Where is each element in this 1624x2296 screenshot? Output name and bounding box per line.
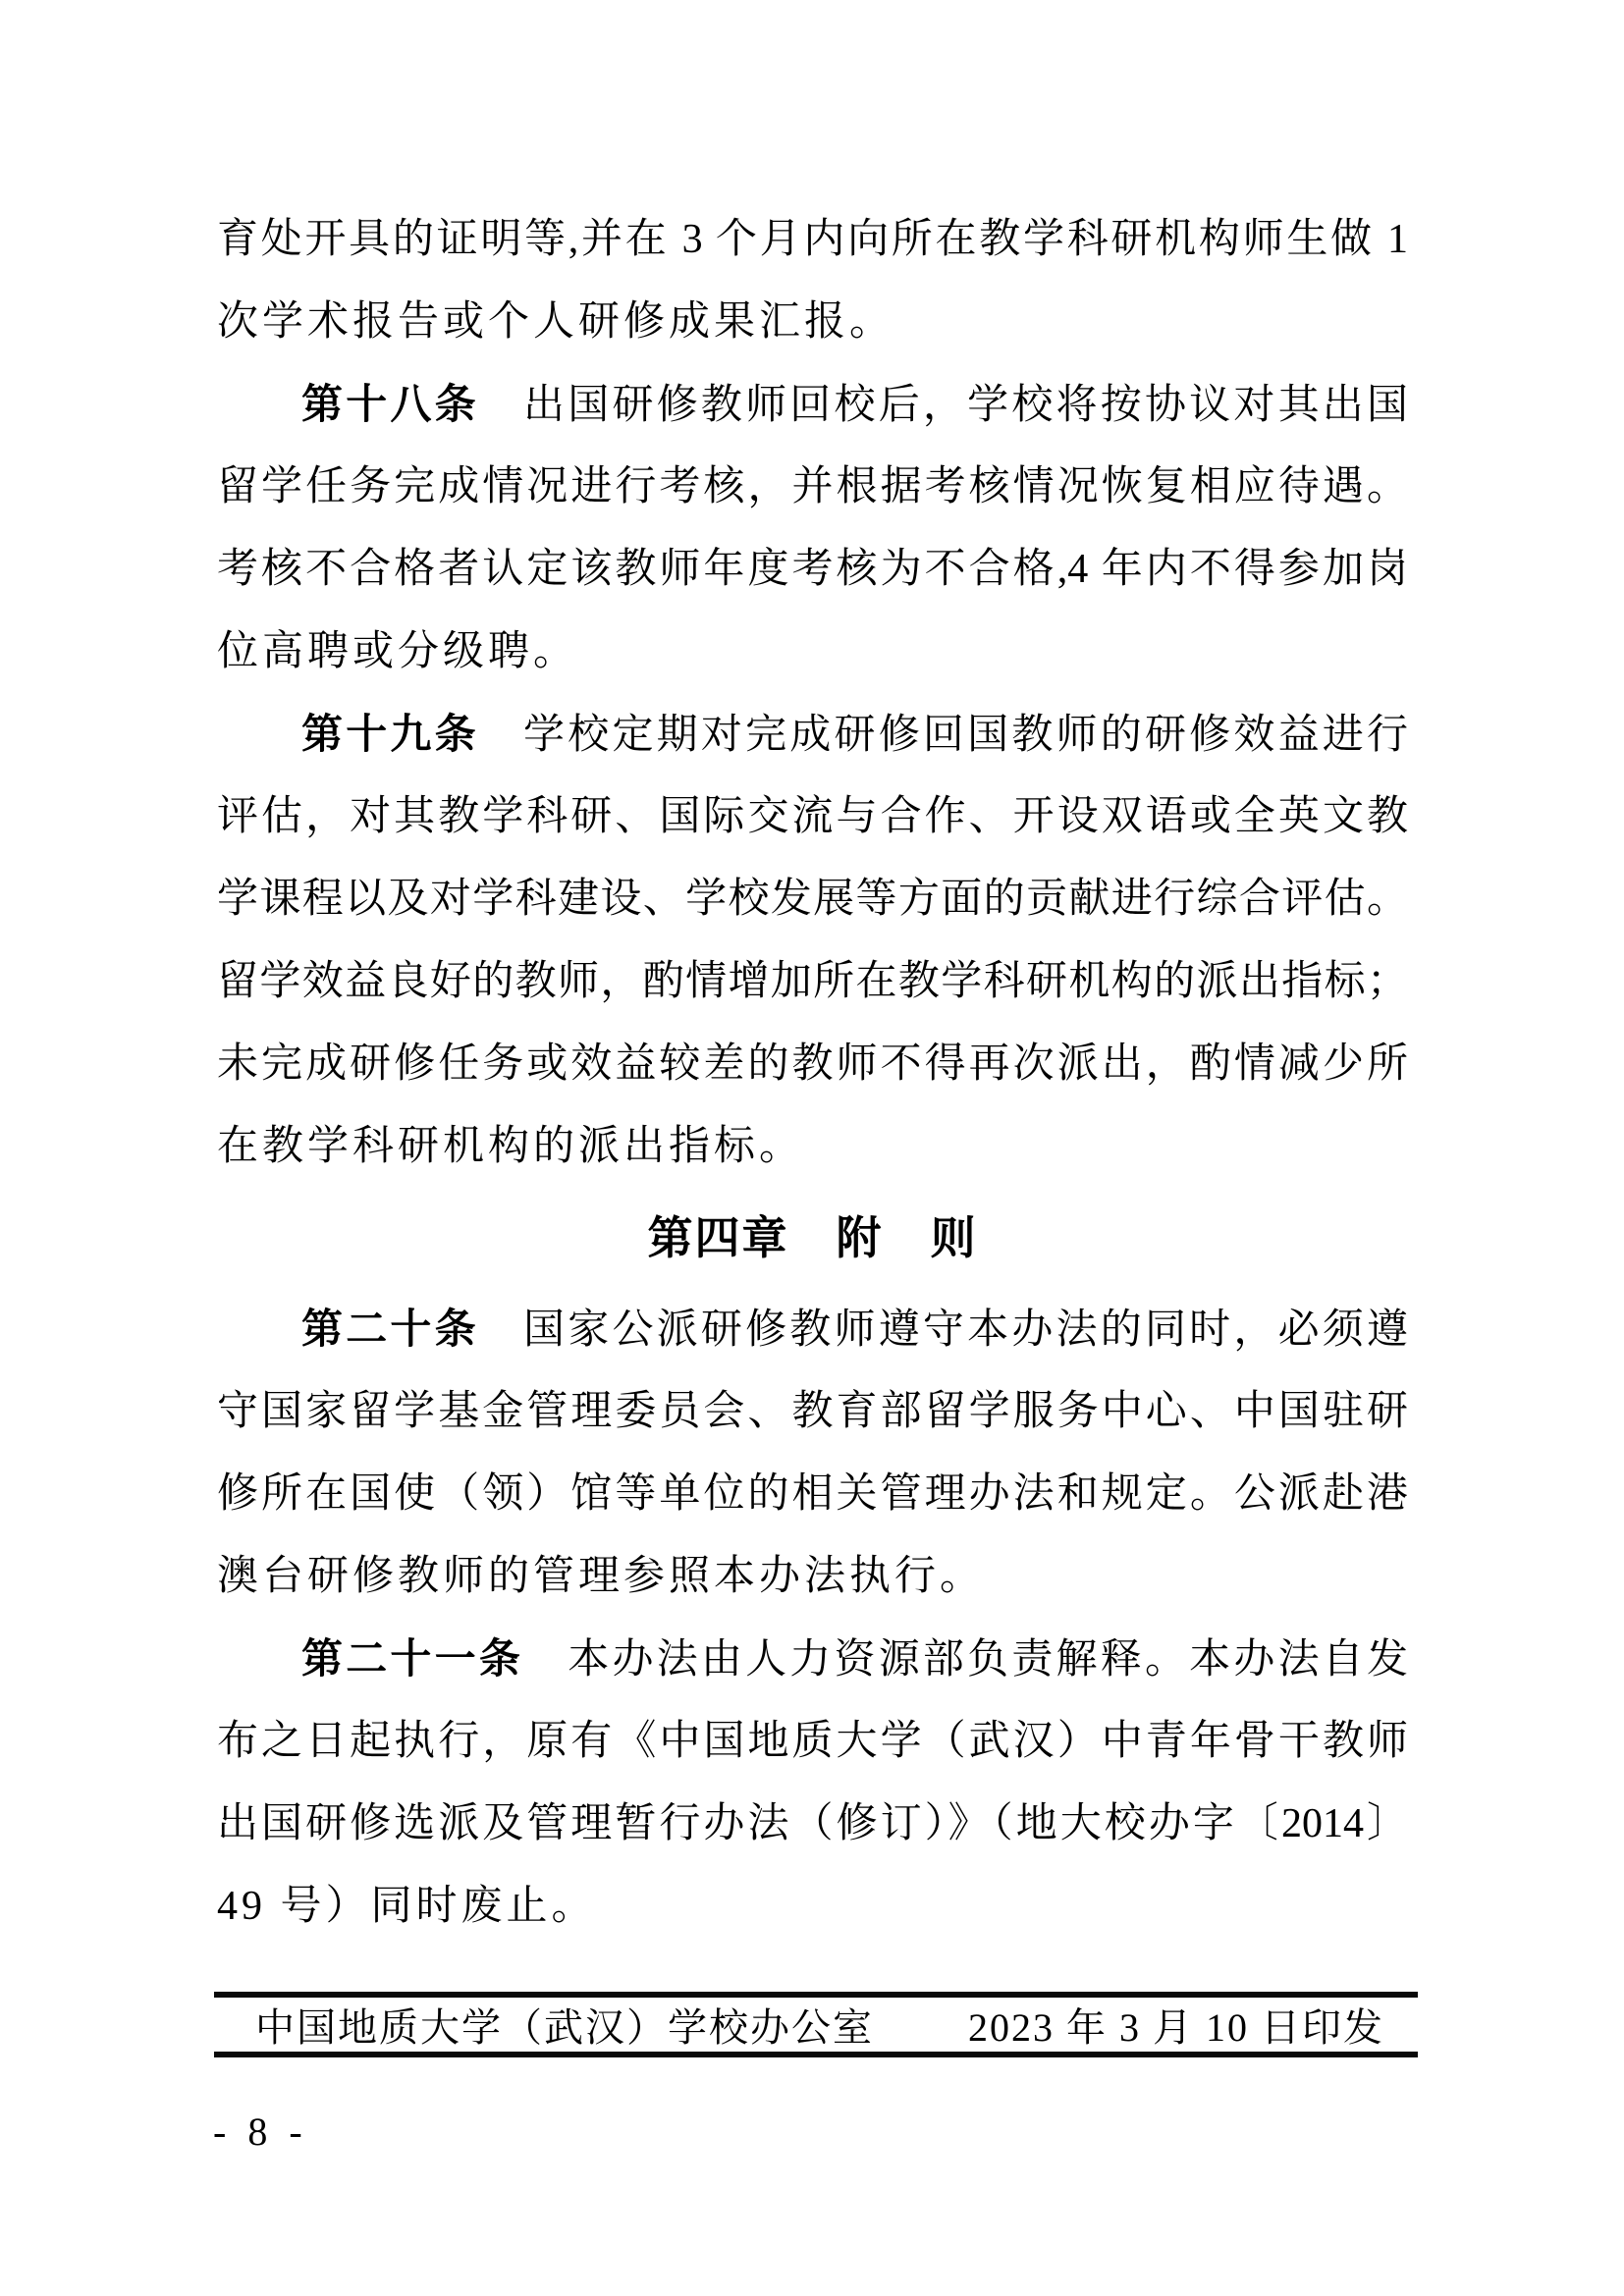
body-text: 留学效益良好的教师，酌情增加所在教学科研机构的派出指标； xyxy=(217,959,1408,1004)
body-text: 出国研修教师回校后，学校将按协议对其出国 xyxy=(478,383,1408,428)
body-text: 留学任务完成情况进行考核，并根据考核情况恢复相应待遇。 xyxy=(217,464,1408,509)
article-number: 第十八条 xyxy=(301,381,479,427)
text-line xyxy=(217,1783,1408,1865)
footer-rule-bottom xyxy=(214,2052,1418,2057)
text-line xyxy=(217,1700,1408,1783)
text-line xyxy=(217,1370,1408,1453)
article-number: 第二十条 xyxy=(301,1306,479,1352)
text-line xyxy=(217,611,1408,693)
footer-row xyxy=(214,1998,1418,2052)
body-text: 守国家留学基金管理委员会、教育部留学服务中心、中国驻研 xyxy=(217,1389,1408,1434)
chapter-heading xyxy=(217,1197,1408,1279)
body-text: 学课程以及对学科建设、学校发展等方面的贡献进行综合评估。 xyxy=(217,877,1408,922)
body-text: 国家公派研修教师遵守本办法的同时，必须遵 xyxy=(478,1308,1408,1353)
body-text: 育处开具的证明等,并在 3 个月内向所在教学科研机构师生做 1 xyxy=(217,217,1408,262)
text-line xyxy=(217,198,1408,281)
text-line xyxy=(217,363,1408,446)
chapter-heading-text: 第四章 附 则 xyxy=(647,1212,978,1263)
text-line xyxy=(217,1535,1408,1618)
body-text: 出国研修选派及管理暂行办法（修订）》（地大校办字〔2014〕 xyxy=(217,1801,1408,1846)
article-number: 第二十一条 xyxy=(301,1635,524,1682)
text-line xyxy=(217,1865,1408,1948)
text-line xyxy=(217,940,1408,1023)
page-number: - 8 - xyxy=(213,2109,308,2154)
text-line xyxy=(217,858,1408,940)
body-text: 学校定期对完成研修回国教师的研修效益进行 xyxy=(478,713,1408,758)
text-line xyxy=(217,1453,1408,1535)
text-line xyxy=(217,693,1408,775)
text-line xyxy=(217,1288,1408,1370)
text-line xyxy=(217,281,1408,363)
text-line xyxy=(217,1618,1408,1700)
body-text: 未完成研修任务或效益较差的教师不得再次派出，酌情减少所 xyxy=(217,1041,1408,1087)
text-line xyxy=(217,1023,1408,1105)
body-text: 修所在国使（领）馆等单位的相关管理办法和规定。公派赴港 xyxy=(217,1471,1408,1517)
body-text: 澳台研修教师的管理参照本办法执行。 xyxy=(217,1554,986,1599)
body-text: 本办法由人力资源部负责解释。本办法自发 xyxy=(523,1637,1408,1682)
footer-issuer: 中国地质大学（武汉）学校办公室 xyxy=(255,2005,874,2050)
text-line xyxy=(217,528,1408,611)
text-line xyxy=(217,775,1408,858)
text-line xyxy=(217,1105,1408,1188)
document-body xyxy=(217,198,1408,1948)
article-number: 第十九条 xyxy=(301,711,479,757)
body-text: 在教学科研机构的派出指标。 xyxy=(217,1124,805,1169)
body-text: 布之日起执行，原有《中国地质大学（武汉）中青年骨干教师 xyxy=(217,1719,1408,1764)
text-line xyxy=(217,446,1408,528)
body-text: 考核不合格者认定该教师年度考核为不合格,4 年内不得参加岗 xyxy=(217,547,1408,592)
body-text: 位高聘或分级聘。 xyxy=(217,629,579,674)
footer-print-date: 2023 年 3 月 10 日印发 xyxy=(968,2005,1384,2050)
body-text: 49 号）同时废止。 xyxy=(217,1884,597,1929)
body-text: 评估，对其教学科研、国际交流与合作、开设双语或全英文教 xyxy=(217,794,1408,839)
body-text: 次学术报告或个人研修成果汇报。 xyxy=(217,299,895,345)
